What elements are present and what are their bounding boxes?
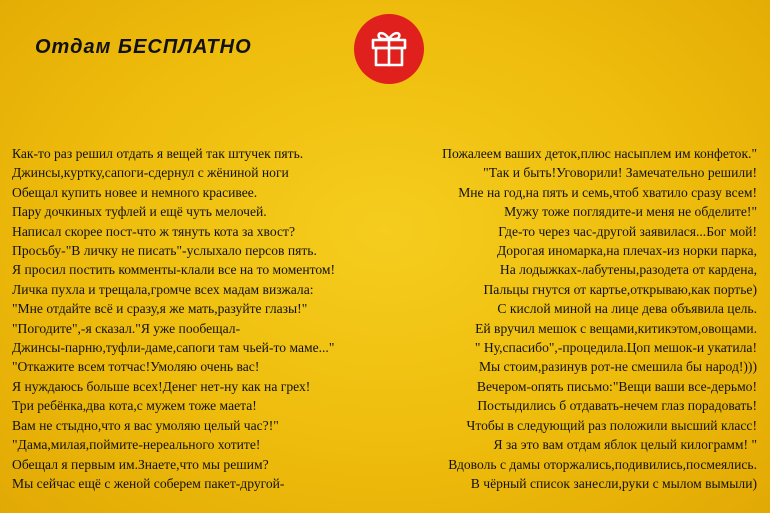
poem-line: Вдоволь с дамы оторжались,подивились,посмеялись.: [448, 456, 757, 472]
poem-line: С кислой миной на лице дева объявила цель.: [497, 301, 757, 317]
gift-logo: [354, 14, 424, 84]
poem-line: " Ну,спасибо",-процедила.Цоп мешок-и укатила!: [474, 340, 757, 356]
poem-line: Пальцы гнутся от картье,открываю,как портье): [483, 281, 757, 297]
poem-line: Вам не стыдно,что я вас умоляю целый час?!": [12, 417, 279, 433]
poem-line: На лодыжках-лабутены,разодета от кардена,: [499, 262, 757, 278]
poem-line: Где-то через час-другой заявилася...Бог мой!: [498, 223, 757, 239]
poem-line: Просьбу-"В личку не писать"-услыхало персов пять.: [12, 243, 317, 259]
page-title: Отдам БЕСПЛАТНО: [35, 36, 252, 58]
poem-line: В чёрный список занесли,руки с мылом вымыли): [470, 475, 757, 491]
poem-line: Постыдились б отдавать-нечем глаз порадовать!: [477, 398, 757, 414]
poem-line: Я за это вам отдам яблок целый килограмм! ": [493, 437, 757, 453]
poem-line: Пару дочкиных туфлей и ещё чуть мелочей.: [12, 204, 267, 220]
poem-line: Ей вручил мешок с вещами,китикэтом,овощами.: [475, 320, 757, 336]
poem-line: Личка пухла и трещала,громче всех мадам визжала:: [12, 281, 314, 297]
poem-line: Как-то раз решил отдать я вещей так штучек пять.: [12, 146, 304, 161]
poem-line: "Так и быть!Уговорили! Замечательно решили!: [483, 165, 757, 181]
poem-line: Вечером-опять письмо:"Вещи ваши все-дерьмо!: [476, 378, 757, 394]
poem-line: "Дама,милая,поймите-нереального хотите!: [12, 437, 261, 453]
poem-line: Обещал я первым им.Знаете,что мы решим?: [12, 456, 269, 472]
poem-line: Мы стоим,разинув рот-не смешила бы народ!))): [478, 359, 757, 375]
poem-line: Я нуждаюсь больше всех!Денег нет-ну как на грех!: [12, 378, 311, 394]
poem-line: Мужу тоже поглядите-и меня не обделите!": [504, 204, 757, 220]
poem-left-column: [12, 144, 335, 493]
poem-line: Обещал купить новее и немного красивее.: [12, 184, 258, 200]
poem-line: "Мне отдайте всё и сразу,я же мать,разуйте глазы!": [12, 301, 308, 317]
poem-right-column: [442, 144, 757, 493]
poem-line: Мне на год,на пять и семь,чтоб хватило сразу всем!: [458, 184, 757, 200]
poem-line: Джинсы-парню,туфли-даме,сапоги там чьей-то маме...": [12, 340, 335, 356]
poem-line: "Погодите",-я сказал."Я уже пообещал-: [12, 320, 241, 336]
poem-line: Я просил постить комменты-клали все на то моментом!: [12, 262, 336, 278]
poem-line: Пожалеем ваших деток,плюс насыплем им конфеток.": [442, 146, 757, 161]
poem-line: Джинсы,куртку,сапоги-сдернул с жёниной ноги: [12, 165, 289, 181]
poem-line: Написал скорее пост-что ж тянуть кота за хвост?: [12, 223, 296, 239]
poem-line: Дорогая иномарка,на плечах-из норки парка,: [497, 243, 757, 259]
poem-line: Чтобы в следующий раз положили высший класс!: [466, 417, 757, 433]
poem-line: "Откажите всем тотчас!Умоляю очень вас!: [12, 359, 260, 375]
gift-box-icon: [367, 27, 411, 71]
poem-line: Три ребёнка,два кота,с мужем тоже маета!: [12, 398, 257, 414]
poem-line: Мы сейчас ещё с женой соберем пакет-другой-: [12, 475, 285, 491]
